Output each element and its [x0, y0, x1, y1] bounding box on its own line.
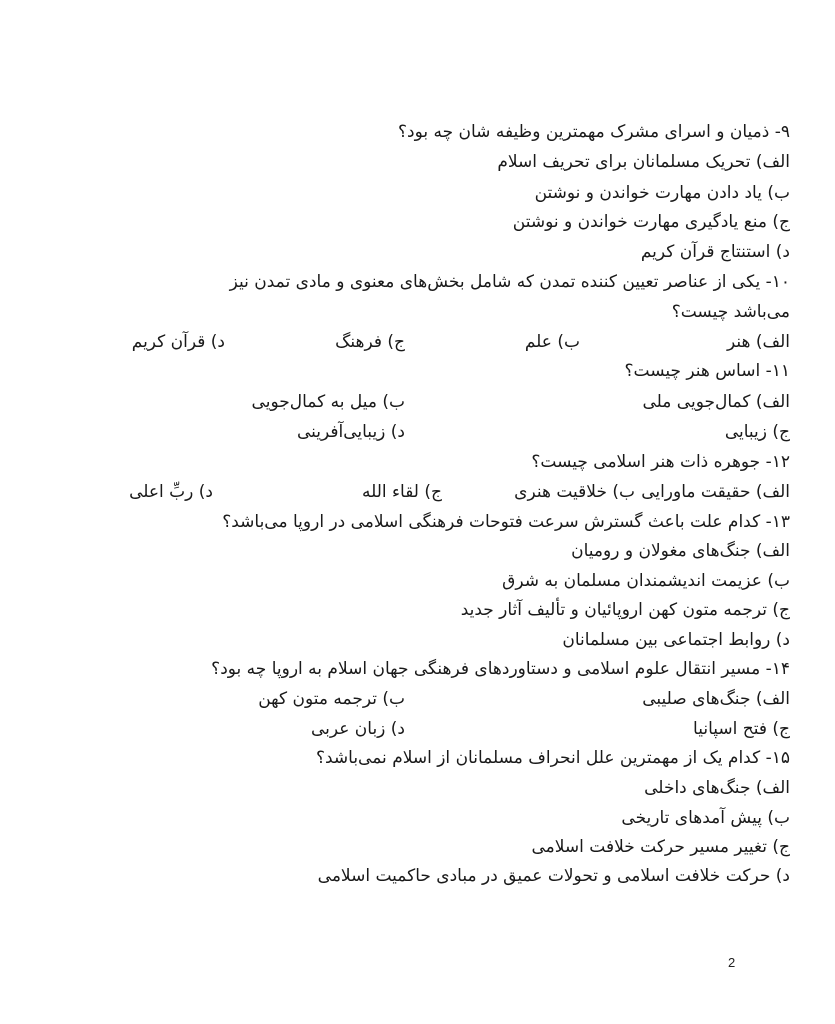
q14-option-d: د) زبان عربی — [310, 719, 405, 739]
q9-option-a: الف) تحریک مسلمانان برای تحریف اسلام — [497, 152, 790, 172]
q12-option-d: د) ربِّ اعلی — [129, 482, 213, 502]
question-14: ۱۴- مسیر انتقال علوم اسلامی و دستاوردهای فرهنگی جهان اسلام به اروپا چه بود؟ — [211, 659, 790, 679]
q12-options-row — [0, 479, 835, 505]
q12-option-b: ب) خلاقیت هنری — [514, 482, 635, 502]
question-10-line-2: می‌باشد چیست؟ — [671, 302, 790, 322]
q10-option-c: ج) فرهنگ — [335, 332, 405, 352]
q14-option-b: ب) ترجمه متون کهن — [258, 689, 405, 709]
question-9: ۹- ذمیان و اسرای مشرک مهمترین وظیفه شان چه بود؟ — [397, 122, 790, 142]
q15-option-d: د) حرکت خلافت اسلامی و تحولات عمیق در مبادی حاکمیت اسلامی — [317, 866, 790, 886]
question-13: ۱۳- کدام علت باعث گسترش سرعت فتوحات فرهنگی اسلامی در اروپا می‌باشد؟ — [222, 512, 790, 532]
q11-option-c: ج) زیبایی — [724, 422, 790, 442]
q10-option-b: ب) علم — [524, 332, 580, 352]
q9-option-d: د) استنتاج قرآن کریم — [640, 242, 790, 262]
q14-options-row-2 — [0, 716, 835, 742]
q15-option-b: ب) پیش آمدهای تاریخی — [621, 808, 790, 828]
q15-option-c: ج) تغییر مسیر حرکت خلافت اسلامی — [531, 837, 790, 857]
q11-options-row-1 — [0, 389, 835, 415]
q11-options-row-2 — [0, 419, 835, 445]
q13-option-a: الف) جنگ‌های مغولان و رومیان — [571, 541, 790, 561]
q9-option-b: ب) یاد دادن مهارت خواندن و نوشتن — [534, 183, 790, 203]
q14-options-row-1 — [0, 686, 835, 712]
q9-option-c: ج) منع یادگیری مهارت خواندن و نوشتن — [512, 212, 790, 232]
q10-option-d: د) قرآن کریم — [131, 332, 225, 352]
question-15: ۱۵- کدام یک از مهمترین علل انحراف مسلمانان از اسلام نمی‌باشد؟ — [315, 748, 790, 768]
q11-option-d: د) زیبایی‌آفرینی — [296, 422, 405, 442]
page-number: 2 — [728, 955, 736, 970]
q14-option-c: ج) فتح اسپانیا — [693, 719, 790, 739]
q10-option-a: الف) هنر — [726, 332, 790, 352]
q10-options-row — [0, 329, 835, 355]
q15-option-a: الف) جنگ‌های داخلی — [644, 778, 790, 798]
q13-option-d: د) روابط اجتماعی بین مسلمانان — [562, 630, 790, 650]
q11-option-a: الف) کمال‌جویی ملی — [642, 392, 790, 412]
q12-option-c: ج) لقاء الله — [361, 482, 442, 502]
question-10-line-1: ۱۰- یکی از عناصر تعیین کننده تمدن که شامل بخش‌های معنوی و مادی تمدن نیز — [229, 272, 790, 292]
q13-option-b: ب) عزیمت اندیشمندان مسلمان به شرق — [502, 571, 790, 591]
q13-option-c: ج) ترجمه متون کهن اروپائیان و تألیف آثار جدید — [460, 600, 790, 620]
q14-option-a: الف) جنگ‌های صلیبی — [642, 689, 790, 709]
q11-option-b: ب) میل به کمال‌جویی — [251, 392, 405, 412]
question-12: ۱۲- جوهره ذات هنر اسلامی چیست؟ — [531, 452, 790, 472]
q12-option-a: الف) حقیقت ماورایی — [641, 482, 790, 502]
question-11: ۱۱- اساس هنر چیست؟ — [624, 361, 790, 381]
